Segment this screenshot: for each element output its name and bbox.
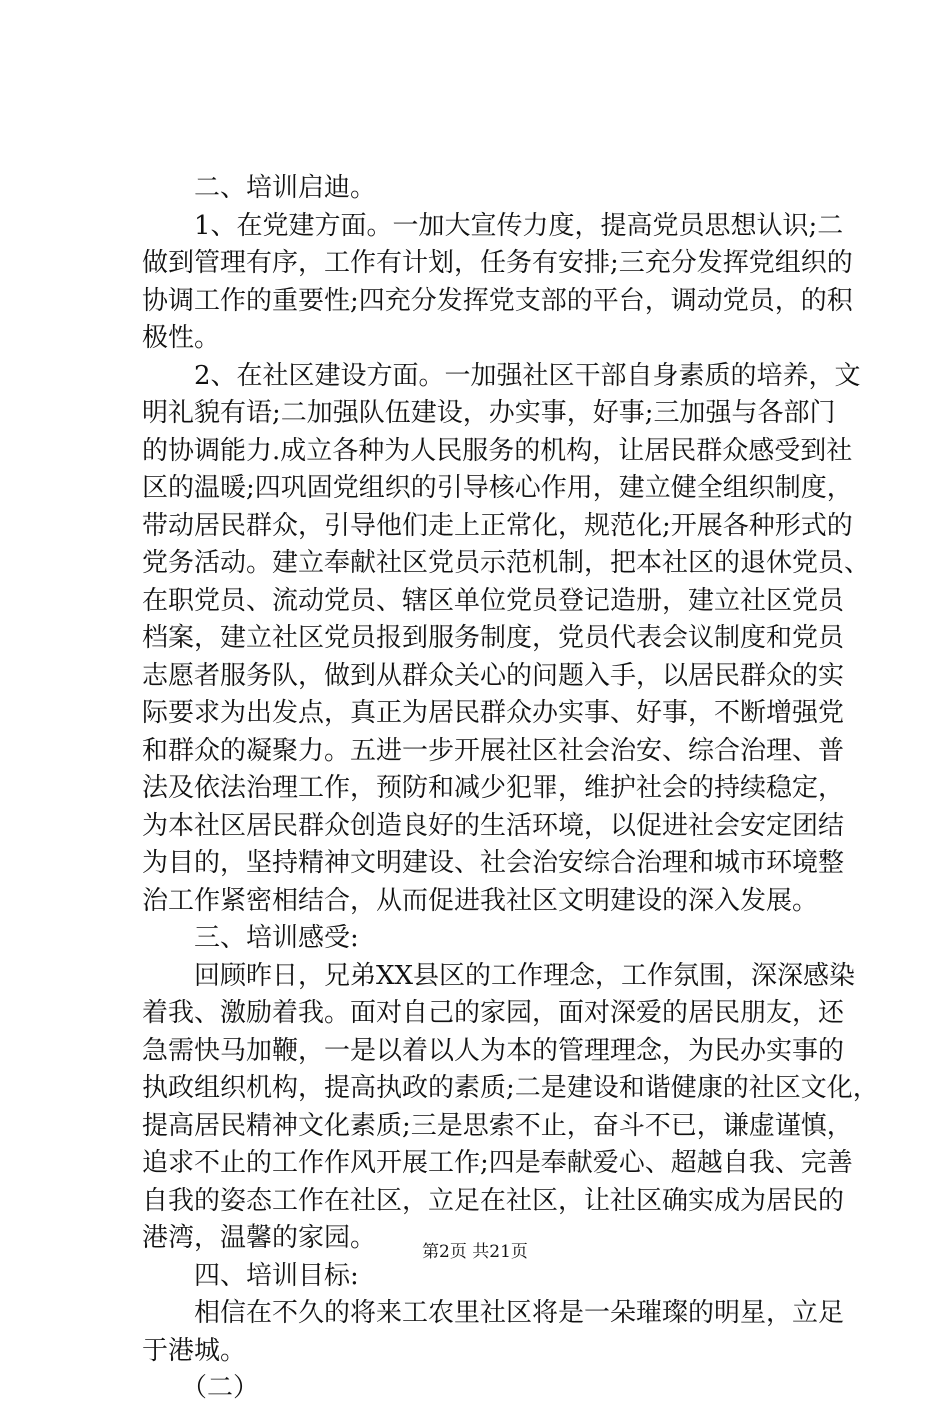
text-line: 于港城。: [142, 1335, 247, 1366]
text-line: 做到管理有序，工作有计划，任务有安排;三充分发挥党组织的: [142, 248, 853, 278]
text-line: 相信在不久的将来工农里社区将是一朵璀璨的明星，立足: [142, 1298, 845, 1328]
text-line: 带动居民群众，引导他们走上正常化，规范化;开展各种形式的: [142, 510, 853, 541]
text-line: 港湾，温馨的家园。: [142, 1223, 377, 1253]
page-number-footer: 第2页 共21页: [422, 1242, 528, 1262]
text-line: 极性。: [142, 323, 221, 353]
text-line: 着我、激励着我。面对自己的家园，面对深爱的居民朋友，还: [142, 998, 845, 1028]
text-line: 急需快马加鞭，一是以着以人为本的管理理念，为民办实事的: [142, 1035, 845, 1066]
text-line: 档案，建立社区党员报到服务制度，党员代表会议制度和党员: [142, 623, 845, 653]
text-line: 回顾昨日，兄弟XX县区的工作理念，工作氛围，深深感染: [142, 960, 856, 991]
text-line: 1、在党建方面。一加大宣传力度，提高党员思想认识;二: [142, 210, 844, 241]
text-line: 为本社区居民群众创造良好的生活环境，以促进社会安定团结: [142, 810, 845, 841]
text-line: 三、培训感受:: [142, 923, 359, 953]
text-line: 提高居民精神文化素质;三是思索不止，奋斗不已，谦虚谨慎，: [142, 1110, 853, 1141]
text-line: 自我的姿态工作在社区，立足在社区，让社区确实成为居民的: [142, 1185, 845, 1216]
text-line: （二）: [142, 1373, 260, 1403]
text-line: 际要求为出发点，真正为居民群众办实事、好事，不断增强党: [142, 698, 845, 728]
text-line: 明礼貌有语;二加强队伍建设，办实事，好事;三加强与各部门: [142, 398, 836, 428]
text-line: 2、在社区建设方面。一加强社区干部自身素质的培养，文: [142, 360, 861, 391]
text-line: 二、培训启迪。: [142, 173, 377, 203]
text-line: 协调工作的重要性;四充分发挥党支部的平台，调动党员，的积: [142, 285, 853, 316]
text-line: 的协调能力.成立各种为人民服务的机构，让居民群众感受到社: [142, 435, 853, 466]
text-line: 志愿者服务队，做到从群众关心的问题入手，以居民群众的实: [142, 660, 845, 691]
text-line: 和群众的凝聚力。五进一步开展社区社会治安、综合治理、普: [142, 735, 845, 766]
text-line: 治工作紧密相结合，从而促进我社区文明建设的深入发展。: [142, 885, 819, 916]
text-line: 在职党员、流动党员、辖区单位党员登记造册，建立社区党员: [142, 585, 845, 616]
text-line: 追求不止的工作作风开展工作;四是奉献爱心、超越自我、完善: [142, 1148, 853, 1178]
text-line: 党务活动。建立奉献社区党员示范机制，把本社区的退休党员、: [142, 548, 871, 578]
text-line: 法及依法治理工作，预防和减少犯罪，维护社会的持续稳定，: [142, 773, 845, 803]
text-line: 为目的，坚持精神文明建设、社会治安综合治理和城市环境整: [142, 848, 845, 878]
text-line: 执政组织机构，提高执政的素质;二是建设和谐健康的社区文化，: [142, 1073, 879, 1103]
document-body: [142, 170, 879, 1408]
text-line: 区的温暖;四巩固党组织的引导核心作用，建立健全组织制度，: [142, 473, 853, 503]
text-line: 四、培训目标:: [142, 1260, 359, 1291]
